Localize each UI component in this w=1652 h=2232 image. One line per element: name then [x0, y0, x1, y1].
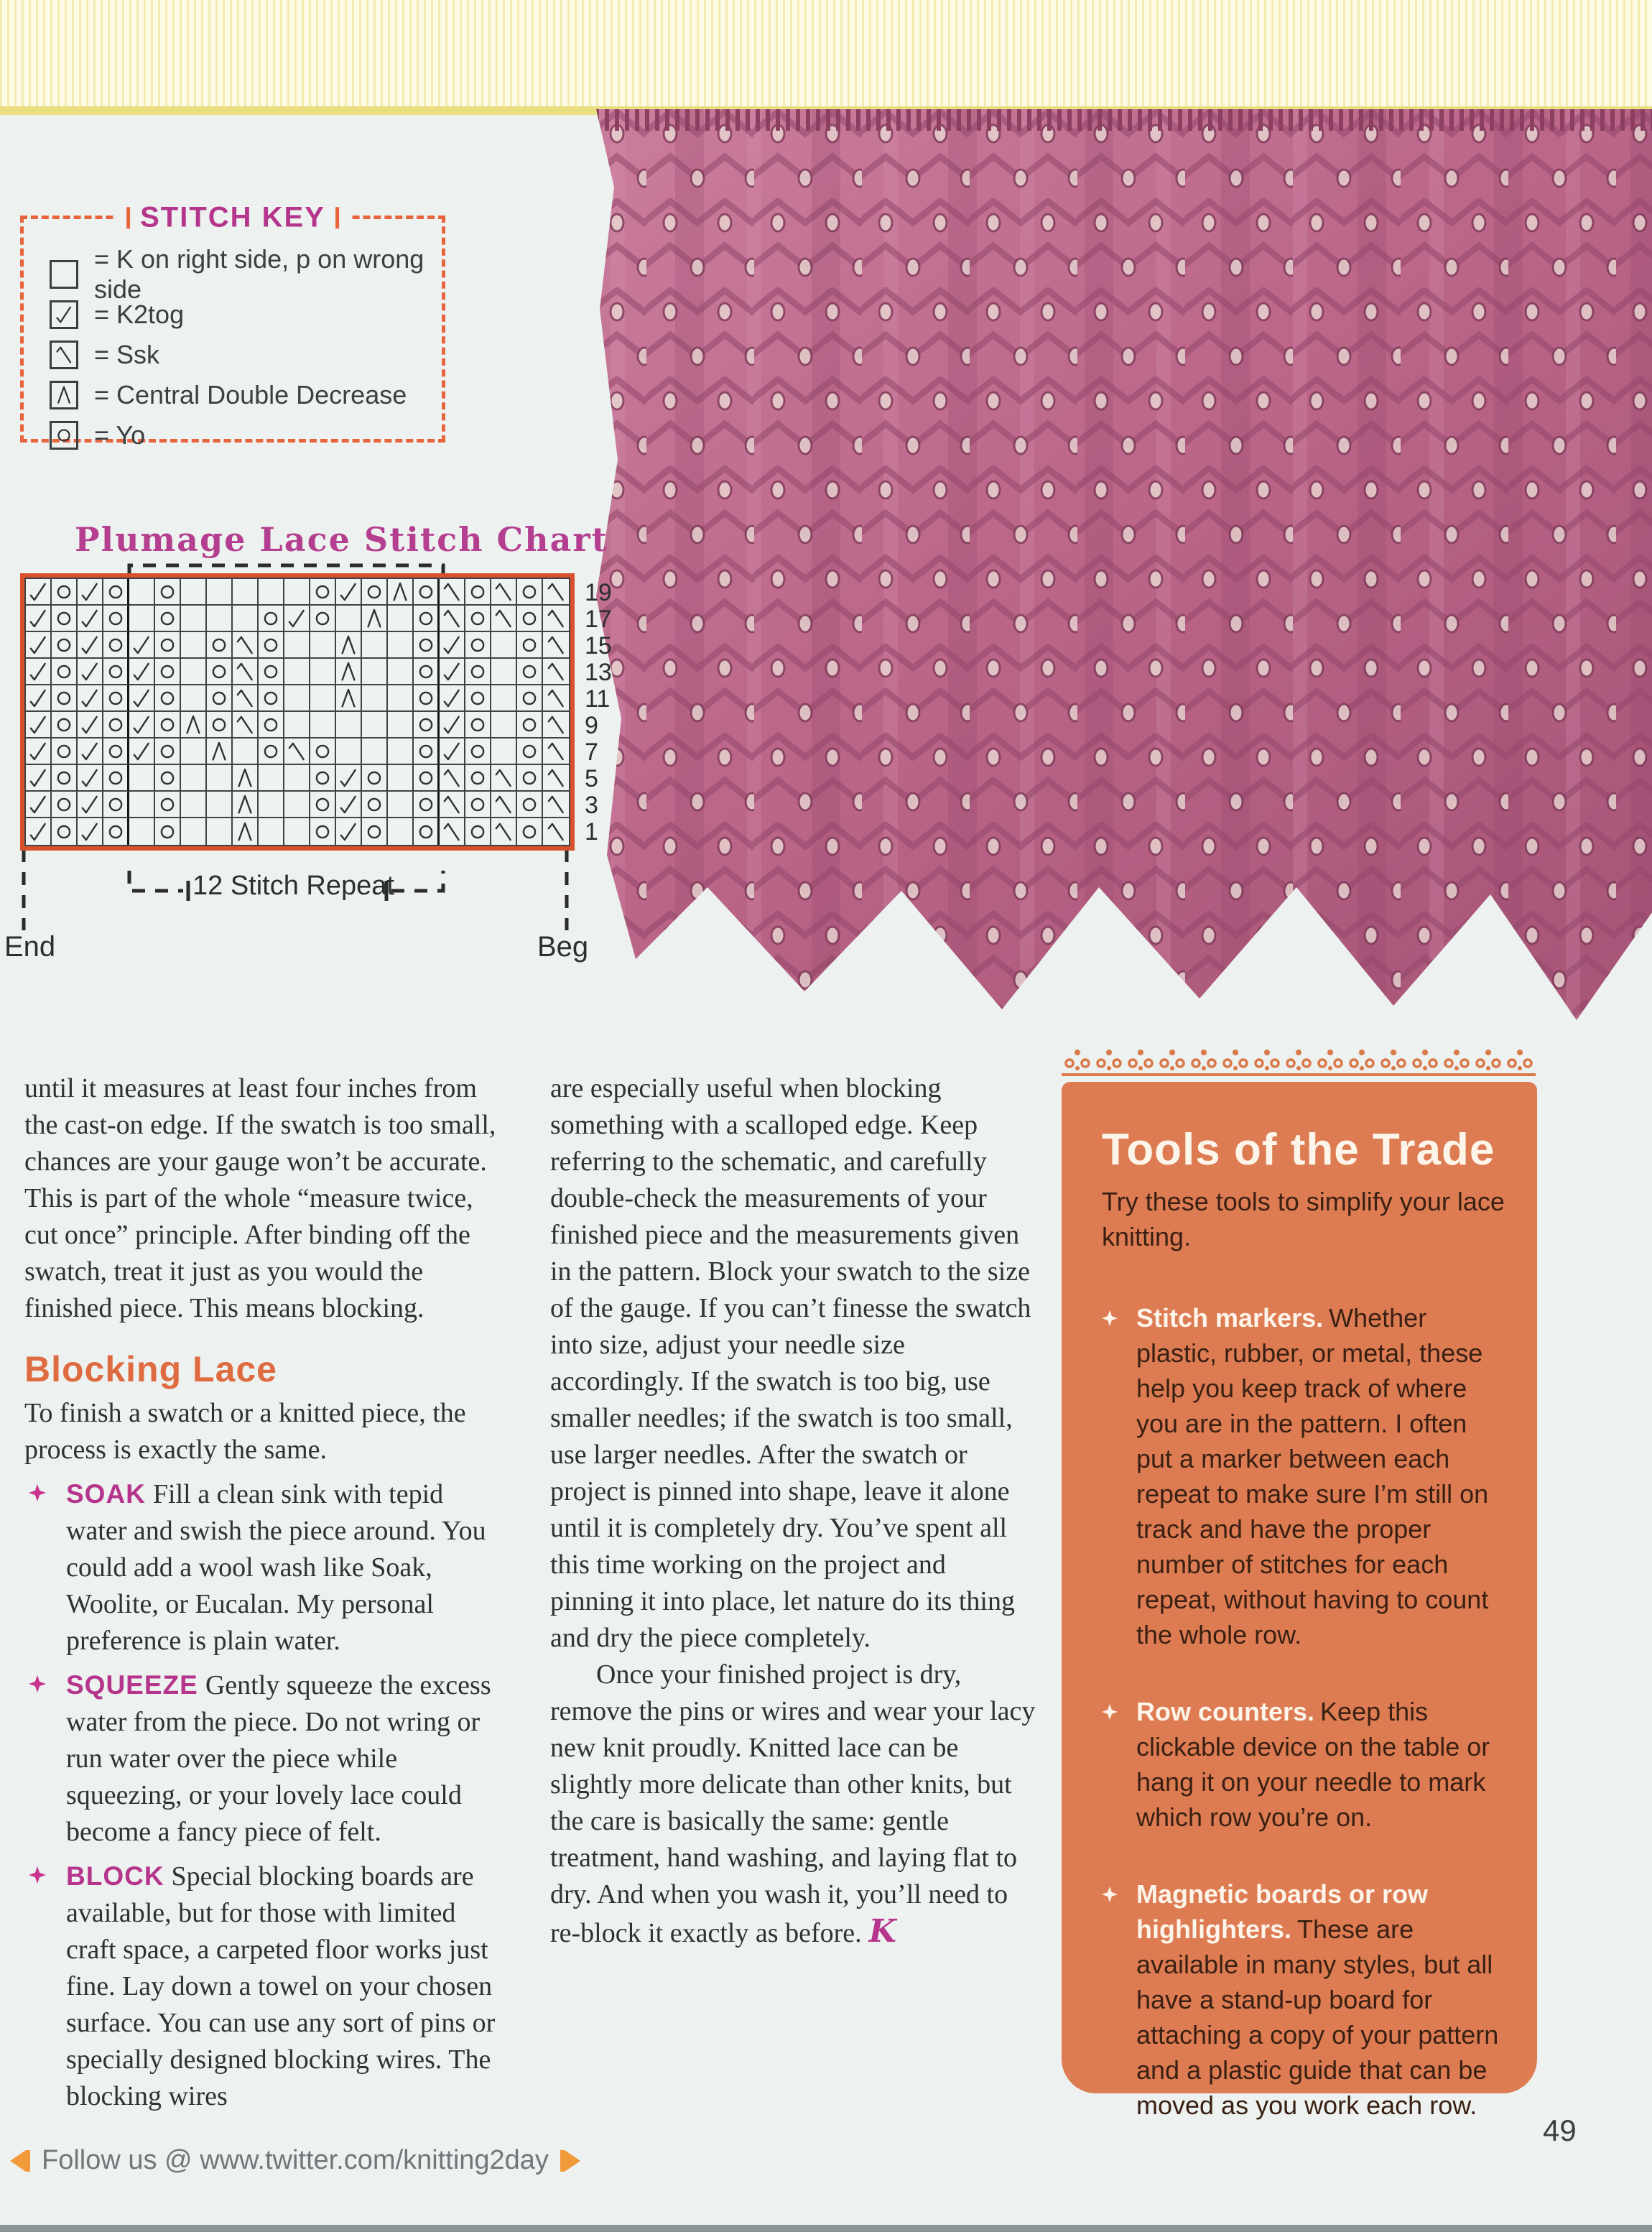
chart-cell	[491, 606, 517, 632]
chart-cell	[26, 792, 52, 818]
chart-cell	[284, 685, 310, 712]
stitch-chart	[20, 573, 612, 851]
paragraph: are especially useful when blocking something with a scalloped edge. Keep referring to the schematic, and carefully double-check the measurements of your finished piece and the measurements given in the pattern. Block your swatch to the size of the gauge. If you can’t finesse the swatch into size, adjust your needle size accordingly. If the swatch is too big, use smaller needles; if the swatch is too small, use larger needles. After the swatch or project is pinned into shape, leave it alone until it is completely dry. You’ve spent all this time working on the project and pinning it into place, let nature do its thing and dry the piece completely.	[550, 1073, 1031, 1653]
chart-cell	[284, 579, 310, 606]
chart-cell	[388, 712, 414, 738]
bullet-lead: BLOCK	[66, 1861, 164, 1891]
chart-cell	[543, 685, 569, 712]
chart-cell	[440, 685, 465, 712]
chart-cell	[491, 818, 517, 845]
sidebar-item-lead: Row counters.	[1136, 1697, 1315, 1726]
chart-cell	[310, 685, 336, 712]
chart-cell	[26, 632, 52, 659]
chart-cell	[362, 659, 388, 685]
chart-row-number: 3	[585, 792, 598, 819]
chart-cell	[440, 712, 465, 738]
chart-cell	[310, 792, 336, 818]
chart-cell	[259, 738, 284, 765]
chart-cell	[491, 685, 517, 712]
chart-cell	[336, 818, 362, 845]
chart-cell	[465, 606, 491, 632]
stitch-markers-item	[1102, 1300, 1508, 1652]
chart-cell	[440, 738, 465, 765]
chart-cell	[233, 792, 259, 818]
chart-cell	[491, 632, 517, 659]
k2tog-symbol-icon	[50, 300, 78, 329]
key-item-label: = K2tog	[94, 300, 185, 329]
chart-cell	[440, 632, 465, 659]
chart-cell	[310, 659, 336, 685]
chart-cell	[26, 765, 52, 792]
article-end-ornament: K	[868, 1913, 896, 1950]
chart-cell	[155, 792, 181, 818]
stitch-key-title	[116, 201, 349, 233]
chart-cell	[491, 579, 517, 606]
chart-cell	[52, 685, 78, 712]
chart-cell	[181, 738, 207, 765]
key-tick-left	[126, 207, 130, 228]
key-item-label: = Ssk	[94, 340, 160, 369]
chart-cell	[259, 685, 284, 712]
soak-bullet	[24, 1476, 509, 1659]
chart-cell	[207, 818, 233, 845]
chart-cell	[52, 712, 78, 738]
chart-cell	[233, 606, 259, 632]
chart-cell	[491, 659, 517, 685]
paragraph: To finish a swatch or a knitted piece, the process is exactly the same.	[24, 1398, 466, 1465]
chart-cell	[26, 818, 52, 845]
chart-cell	[440, 579, 465, 606]
chart-cell	[103, 792, 129, 818]
chart-cell	[517, 765, 543, 792]
chart-cell	[52, 738, 78, 765]
chart-cell	[310, 738, 336, 765]
chart-row-number: 9	[585, 712, 598, 739]
chart-cell	[543, 659, 569, 685]
chart-cell	[284, 632, 310, 659]
chart-cell	[491, 712, 517, 738]
sidebar-title: Tools of the Trade	[1102, 1125, 1495, 1175]
chart-row-number: 7	[585, 738, 598, 766]
chart-cell	[465, 738, 491, 765]
chart-cell	[233, 818, 259, 845]
chart-cell	[181, 632, 207, 659]
sidebar-item-lead: Stitch markers.	[1136, 1303, 1324, 1333]
chart-cell	[52, 606, 78, 632]
chart-cell	[388, 632, 414, 659]
chart-cell	[336, 792, 362, 818]
chart-repeat-label: 12 Stitch Repeat	[192, 871, 394, 901]
chart-cell	[78, 579, 103, 606]
chart-cell	[336, 738, 362, 765]
chart-cell	[491, 765, 517, 792]
footer-text: Follow us @ www.twitter.com/knitting2day	[42, 2145, 549, 2175]
chart-cell	[129, 606, 155, 632]
chart-cell	[259, 632, 284, 659]
chart-cell	[129, 792, 155, 818]
chart-cell	[207, 659, 233, 685]
chart-cell	[440, 792, 465, 818]
chart-cell	[310, 765, 336, 792]
row-counters-item	[1102, 1694, 1508, 1835]
bullet-text: Gently squeeze the excess water from the piece. Do not wring or run water over the piece while squeezing, or your lovely lace could become a fancy piece of felt.	[66, 1670, 491, 1847]
chart-cell	[78, 765, 103, 792]
chart-cell	[517, 738, 543, 765]
chart-cell	[181, 818, 207, 845]
chart-cell	[233, 738, 259, 765]
chart-cell	[78, 738, 103, 765]
chart-cell	[284, 765, 310, 792]
chart-cell	[465, 712, 491, 738]
chart-cell	[233, 685, 259, 712]
chart-cell	[414, 738, 440, 765]
chart-cell	[440, 606, 465, 632]
left-arrow-icon	[10, 2150, 30, 2172]
chart-cell	[233, 712, 259, 738]
chart-cell	[362, 632, 388, 659]
chart-cell	[207, 685, 233, 712]
chart-cell	[259, 606, 284, 632]
chart-cell	[310, 818, 336, 845]
chart-cell	[207, 712, 233, 738]
chart-cell	[181, 712, 207, 738]
chart-row-number: 13	[585, 659, 612, 686]
chart-cell	[129, 659, 155, 685]
chart-cell	[362, 606, 388, 632]
chart-cell	[388, 685, 414, 712]
chart-cell	[388, 765, 414, 792]
cdd-symbol-icon	[50, 381, 78, 409]
chart-cell	[181, 685, 207, 712]
chart-cell	[78, 792, 103, 818]
chart-cell	[362, 685, 388, 712]
chart-cell	[465, 818, 491, 845]
chart-frame	[20, 573, 575, 851]
chart-cell	[414, 632, 440, 659]
chart-cell	[26, 579, 52, 606]
chart-cell	[414, 579, 440, 606]
chart-cell	[181, 579, 207, 606]
chart-cell	[543, 818, 569, 845]
squeeze-bullet	[24, 1667, 509, 1851]
chart-cell	[207, 606, 233, 632]
sidebar-item-text: Keep this clickable device on the table or hang it on your needle to mark which row you’re on.	[1136, 1697, 1490, 1832]
bullet-text: Fill a clean sink with tepid water and swish the piece around. You could add a wool wash like Soak, Woolite, or Eucalan. My personal preference is plain water.	[66, 1479, 486, 1656]
sidebar-item-text: These are available in many styles, but all have a stand-up board for attaching a copy of your pattern and a plastic guide that can be moved as you work each row.	[1136, 1914, 1499, 2120]
chart-cell	[259, 765, 284, 792]
chart-cell	[284, 792, 310, 818]
chart-cell	[103, 765, 129, 792]
chart-cell	[26, 738, 52, 765]
chart-cell	[155, 818, 181, 845]
chart-cell	[310, 579, 336, 606]
chart-cell	[155, 712, 181, 738]
chart-cell	[362, 765, 388, 792]
chart-cell	[233, 579, 259, 606]
stitch-key-items	[50, 244, 427, 460]
paragraph	[550, 1657, 1036, 1952]
article-column-1	[24, 1070, 509, 2115]
chart-cell	[388, 818, 414, 845]
tools-sidebar	[1062, 1082, 1537, 2120]
chart-cell	[310, 606, 336, 632]
blocking-lace-heading: Blocking Lace	[24, 1349, 277, 1389]
chart-cell	[259, 818, 284, 845]
chart-cell	[465, 685, 491, 712]
chart-cell	[336, 606, 362, 632]
chart-cell	[155, 765, 181, 792]
chart-cell	[491, 738, 517, 765]
chart-cell	[517, 606, 543, 632]
chart-cell	[543, 606, 569, 632]
chart-cell	[103, 818, 129, 845]
chart-cell	[129, 765, 155, 792]
chart-cell	[78, 712, 103, 738]
stitch-key-box	[20, 201, 445, 450]
chart-cell	[388, 659, 414, 685]
chart-cell	[26, 606, 52, 632]
chart-row-number: 5	[585, 765, 598, 792]
key-item-cdd	[50, 380, 427, 410]
chart-cell	[129, 738, 155, 765]
chart-cell	[103, 738, 129, 765]
chart-cell	[543, 579, 569, 606]
bullet-lead: SQUEEZE	[66, 1670, 198, 1700]
chart-cell	[440, 765, 465, 792]
chart-cell	[465, 579, 491, 606]
chart-cell	[284, 818, 310, 845]
chart-cell	[465, 659, 491, 685]
chart-end-label: End	[4, 931, 56, 963]
chart-cell	[129, 712, 155, 738]
chart-cell	[362, 818, 388, 845]
chart-cell	[155, 579, 181, 606]
chart-cell	[181, 659, 207, 685]
chart-row-number: 17	[585, 606, 612, 633]
chart-cell	[78, 606, 103, 632]
chart-cell	[517, 659, 543, 685]
chart-cell	[259, 792, 284, 818]
chart-cell	[78, 685, 103, 712]
chart-cell	[155, 659, 181, 685]
paragraph-text: Once your finished project is dry, remove the pins or wires and wear your lacy new knit proudly. Knitted lace can be slightly more delicate than other knits, but the care is basically the same: gentle treatment, hand washing, and laying flat to dry. And when you wash it, you’ll need to re-block it exactly as before.	[550, 1659, 1036, 1948]
star-bullet-icon	[29, 1484, 46, 1501]
chart-cell	[26, 685, 52, 712]
chart-cell	[517, 818, 543, 845]
chart-cell	[52, 632, 78, 659]
chart-cell	[103, 685, 129, 712]
stitch-key-title-text: STITCH KEY	[140, 201, 325, 233]
chart-cell	[103, 659, 129, 685]
chart-cell	[388, 606, 414, 632]
chart-cell	[155, 685, 181, 712]
chart-cell	[284, 659, 310, 685]
chart-cell	[362, 792, 388, 818]
chart-cell	[129, 632, 155, 659]
chart-cell	[388, 792, 414, 818]
chart-cell	[129, 685, 155, 712]
chart-cell	[259, 659, 284, 685]
chart-cell	[103, 712, 129, 738]
chart-title: Plumage Lace Stitch Chart	[75, 520, 608, 559]
chart-cell	[310, 632, 336, 659]
star-bullet-icon	[1102, 1704, 1118, 1720]
sidebar-item-text: Whether plastic, rubber, or metal, these help you keep track of where you are in the pattern. I often put a marker between each repeat to make sure I’m still on track and have the proper number of stitches for each repeat, without having to count the whole row.	[1136, 1303, 1489, 1649]
chart-cell	[414, 606, 440, 632]
magnetic-boards-item	[1102, 1876, 1508, 2123]
chart-cell	[103, 579, 129, 606]
chart-cell	[233, 659, 259, 685]
chart-cell	[78, 659, 103, 685]
ssk-symbol-icon	[50, 341, 78, 369]
chart-cell	[78, 818, 103, 845]
chart-cell	[517, 685, 543, 712]
chart-row-number: 19	[585, 579, 612, 606]
chart-cell	[543, 712, 569, 738]
chart-cell	[181, 765, 207, 792]
chart-cell	[259, 712, 284, 738]
yo-symbol-icon	[50, 421, 78, 450]
chart-cell	[336, 659, 362, 685]
chart-cell	[440, 818, 465, 845]
article-column-2	[550, 1070, 1036, 1952]
chart-cell	[52, 579, 78, 606]
chart-cell	[207, 632, 233, 659]
chart-cell	[129, 579, 155, 606]
chart-cell	[517, 792, 543, 818]
chart-cell	[284, 712, 310, 738]
chart-cell	[388, 579, 414, 606]
chart-cell	[336, 632, 362, 659]
sidebar-frieze-line	[1062, 1073, 1536, 1076]
chart-cell	[517, 712, 543, 738]
chart-cell	[388, 738, 414, 765]
chart-cell	[207, 579, 233, 606]
sidebar-item-lead: Magnetic boards or row highlighters.	[1136, 1879, 1429, 1944]
chart-cell	[52, 792, 78, 818]
chart-cell	[336, 712, 362, 738]
chart-cell	[336, 579, 362, 606]
chart-cell	[52, 659, 78, 685]
chart-cell	[336, 765, 362, 792]
chart-cell	[181, 792, 207, 818]
page-bottom-edge	[0, 2225, 1652, 2232]
chart-cell	[207, 765, 233, 792]
chart-cell	[207, 792, 233, 818]
chart-cell	[26, 659, 52, 685]
chart-cell	[155, 738, 181, 765]
key-item-knit	[50, 244, 427, 304]
chart-cell	[103, 606, 129, 632]
chart-row-number: 15	[585, 632, 612, 659]
chart-cell	[414, 659, 440, 685]
chart-beg-label: Beg	[537, 931, 589, 963]
chart-cell	[543, 738, 569, 765]
sidebar-ornament-frieze	[1062, 1047, 1536, 1072]
top-decorative-band	[0, 0, 1652, 115]
page-number: 49	[1543, 2113, 1577, 2147]
chart-cell	[310, 712, 336, 738]
star-bullet-icon	[1102, 1310, 1118, 1326]
chart-cell	[52, 818, 78, 845]
chart-cell	[517, 632, 543, 659]
key-item-yo	[50, 420, 427, 450]
chart-cell	[284, 606, 310, 632]
key-item-ssk	[50, 340, 427, 370]
paragraph: until it measures at least four inches from the cast-on edge. If the swatch is too small, chances are your gauge won’t be accurate. This is part of the whole “measure twice, cut once” principle. After binding off the swatch, treat it just as you would the finished piece. This means blocking.	[24, 1073, 496, 1323]
star-bullet-icon	[1102, 1886, 1118, 1902]
chart-cell	[362, 579, 388, 606]
sidebar-intro: Try these tools to simplify your lace knitting.	[1102, 1187, 1505, 1251]
bullet-lead: SOAK	[66, 1479, 146, 1509]
chart-cell	[233, 632, 259, 659]
chart-cell	[543, 765, 569, 792]
chart-cell	[414, 792, 440, 818]
chart-cell	[155, 632, 181, 659]
chart-cell	[414, 712, 440, 738]
key-tick-right	[335, 207, 339, 228]
stitch-chart-grid	[24, 578, 570, 846]
star-bullet-icon	[29, 1866, 46, 1884]
chart-cell	[181, 606, 207, 632]
key-item-label: = Central Double Decrease	[94, 380, 407, 409]
chart-cell	[52, 765, 78, 792]
chart-cell	[517, 579, 543, 606]
chart-cell	[284, 738, 310, 765]
right-arrow-icon	[560, 2150, 580, 2172]
key-item-label: = Yo	[94, 420, 146, 450]
chart-cell	[155, 606, 181, 632]
chart-cell	[362, 738, 388, 765]
chart-cell	[26, 712, 52, 738]
chart-cell	[207, 738, 233, 765]
chart-cell	[336, 685, 362, 712]
chart-cell	[543, 632, 569, 659]
chart-cell	[491, 792, 517, 818]
chart-cell	[233, 765, 259, 792]
chart-cell	[465, 792, 491, 818]
chart-cell	[543, 792, 569, 818]
chart-cell	[440, 659, 465, 685]
chart-row-number: 1	[585, 818, 598, 846]
footer	[10, 2145, 580, 2176]
key-item-label: = K on right side, p on wrong side	[94, 244, 424, 304]
chart-cell	[362, 712, 388, 738]
chart-cell	[465, 632, 491, 659]
star-bullet-icon	[29, 1675, 46, 1692]
chart-cell	[259, 579, 284, 606]
chart-cell	[103, 632, 129, 659]
block-bullet	[24, 1858, 509, 2115]
chart-cell	[465, 765, 491, 792]
chart-cell	[78, 632, 103, 659]
chart-cell	[129, 818, 155, 845]
chart-row-number: 11	[585, 685, 611, 713]
bullet-text: Special blocking boards are available, but for those with limited craft space, a carpeted floor works just fine. Lay down a towel on your chosen surface. You can use any sort of pins or specially designed blocking wires. The blocking wires	[66, 1861, 496, 2111]
knit-symbol-icon	[50, 260, 78, 289]
chart-cell	[414, 765, 440, 792]
chart-cell	[414, 685, 440, 712]
chart-cell	[414, 818, 440, 845]
